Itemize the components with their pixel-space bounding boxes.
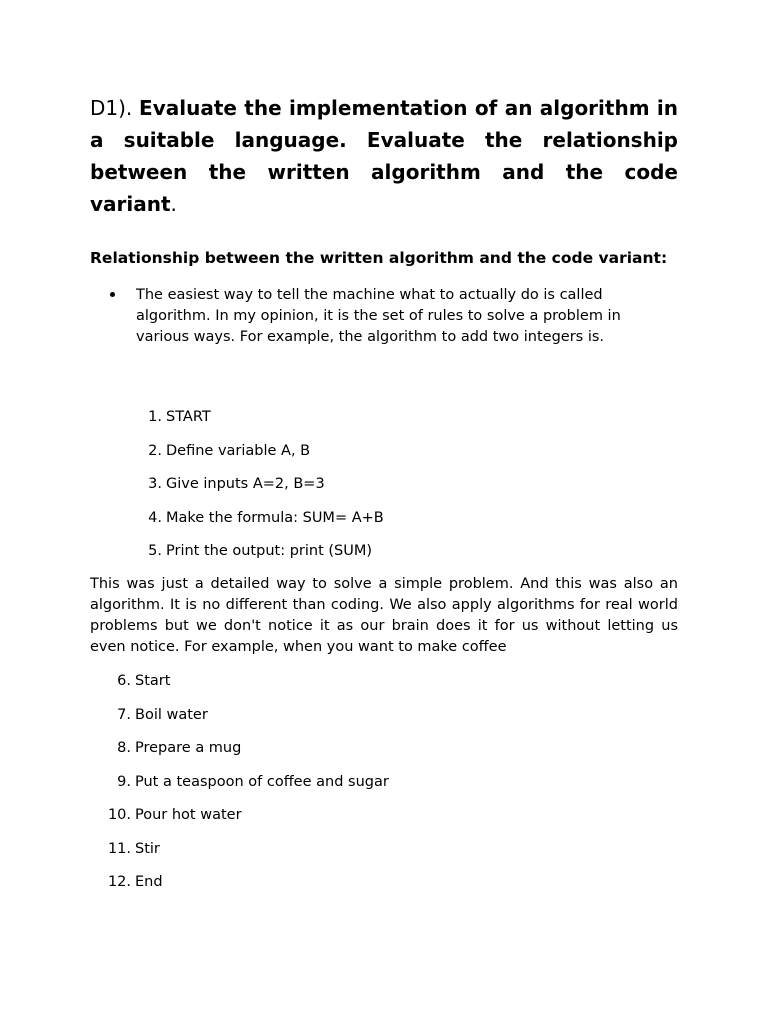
list-item-text: End: [135, 874, 163, 890]
page-title: [90, 92, 678, 220]
list-item-text: Prepare a mug: [135, 740, 242, 756]
list-item-text: Define variable A, B: [166, 442, 311, 459]
list-item-text: Put a teaspoon of coffee and sugar: [135, 773, 389, 790]
section-heading: Relationship between the written algorithm and the code variant:: [90, 249, 668, 267]
title-prefix: D1).: [90, 96, 133, 120]
list-item-number: 6.: [117, 673, 131, 689]
list-item-text: Print the output: print (SUM): [166, 543, 373, 559]
list-item-number: 4.: [148, 509, 162, 526]
list-item-text: Give inputs A=2, B=3: [166, 476, 325, 492]
bullet-dot-icon: [110, 292, 115, 297]
list-item-text: Make the formula: SUM= A+B: [166, 509, 384, 526]
body-paragraph: This was just a detailed way to solve a simple problem. And this was also an algorithm. It is no different than coding. We also apply algorithms for real world problems but we don't notice it as our brain does it for us without letting us even notice. For example, when you want to make coffee: [90, 576, 678, 655]
title-end: .: [170, 192, 177, 216]
list-item-text: Stir: [135, 840, 160, 857]
list-item-number: 2.: [148, 442, 162, 459]
list-item-number: 5.: [148, 543, 162, 559]
list-item-number: 12.: [107, 874, 131, 890]
title-text: Evaluate the implementation of an algorithm in a suitable language. Evaluate the relationship between the written algorithm and the code variant: [90, 96, 678, 216]
list-item-number: 8.: [117, 740, 131, 756]
list-item-text: START: [166, 409, 211, 425]
list-item-number: 1.: [148, 409, 162, 425]
list-item-number: 11.: [107, 840, 131, 857]
list-item-text: Boil water: [135, 706, 208, 723]
list-item-text: Pour hot water: [135, 807, 242, 823]
list-item-number: 7.: [117, 706, 131, 723]
bullet-text: The easiest way to tell the machine what to actually do is called algorithm. In my opinion, it is the set of rules to solve a problem in various ways. For example, the algorithm to add two integers is.: [136, 287, 621, 345]
list-item-number: 10.: [107, 807, 131, 823]
list-item-number: 3.: [148, 476, 162, 492]
list-item-number: 9.: [117, 773, 131, 790]
list-item-text: Start: [135, 673, 171, 689]
